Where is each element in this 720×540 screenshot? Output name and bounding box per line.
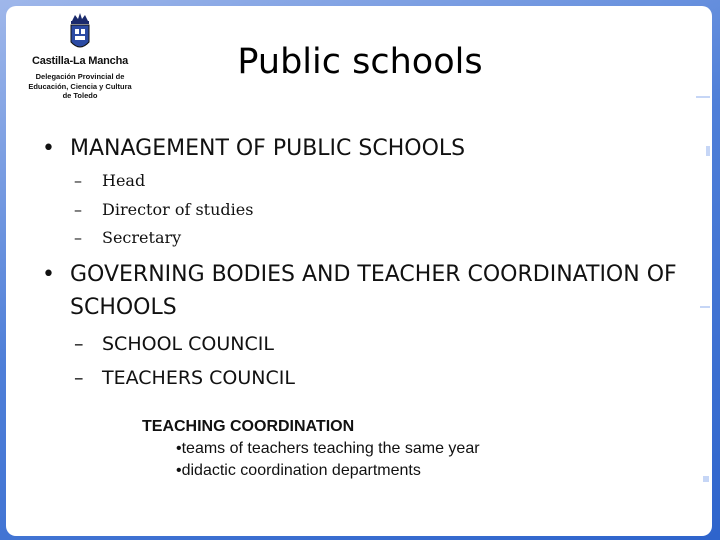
sub-dash: – <box>74 228 82 247</box>
bullet-dot: • <box>42 262 55 287</box>
coordination-heading: TEACHING COORDINATION <box>142 418 355 435</box>
coordination-item: •didactic coordination departments <box>176 462 421 479</box>
decor-strip <box>700 306 710 308</box>
coordination-item: •teams of teachers teaching the same year <box>176 440 480 457</box>
crown-shield-icon <box>66 12 94 54</box>
logo-brand: Castilla-La Mancha <box>31 55 129 67</box>
sub-dash: – <box>74 333 84 355</box>
bullet-heading: MANAGEMENT OF PUBLIC SCHOOLS <box>70 136 466 161</box>
sub-dash: – <box>74 367 84 389</box>
bullet-heading: GOVERNING BODIES AND TEACHER COORDINATION OF SCHOOLS <box>70 262 677 320</box>
slide-title: Public schools <box>237 42 483 82</box>
sub-label: TEACHERS COUNCIL <box>102 367 295 389</box>
sub-label: Head <box>102 171 146 190</box>
logo <box>18 12 142 106</box>
decor-strip <box>703 476 709 482</box>
decor-strip <box>706 146 710 156</box>
teaching-coordination <box>142 416 480 482</box>
sub-dash: – <box>74 171 82 190</box>
bullet-dot: • <box>42 136 55 161</box>
sub-label: SCHOOL COUNCIL <box>102 333 274 355</box>
decor-strip <box>696 96 710 98</box>
sub-label: Director of studies <box>102 200 254 219</box>
logo-subtitle <box>20 72 140 101</box>
sub-label: Secretary <box>102 228 182 247</box>
logo-subtitle-line: de Toledo <box>62 91 98 100</box>
logo-subtitle-line: Delegación Provincial de <box>35 72 125 81</box>
sub-dash: – <box>74 200 82 219</box>
logo-subtitle-line: Educación, Ciencia y Cultura <box>28 81 132 91</box>
